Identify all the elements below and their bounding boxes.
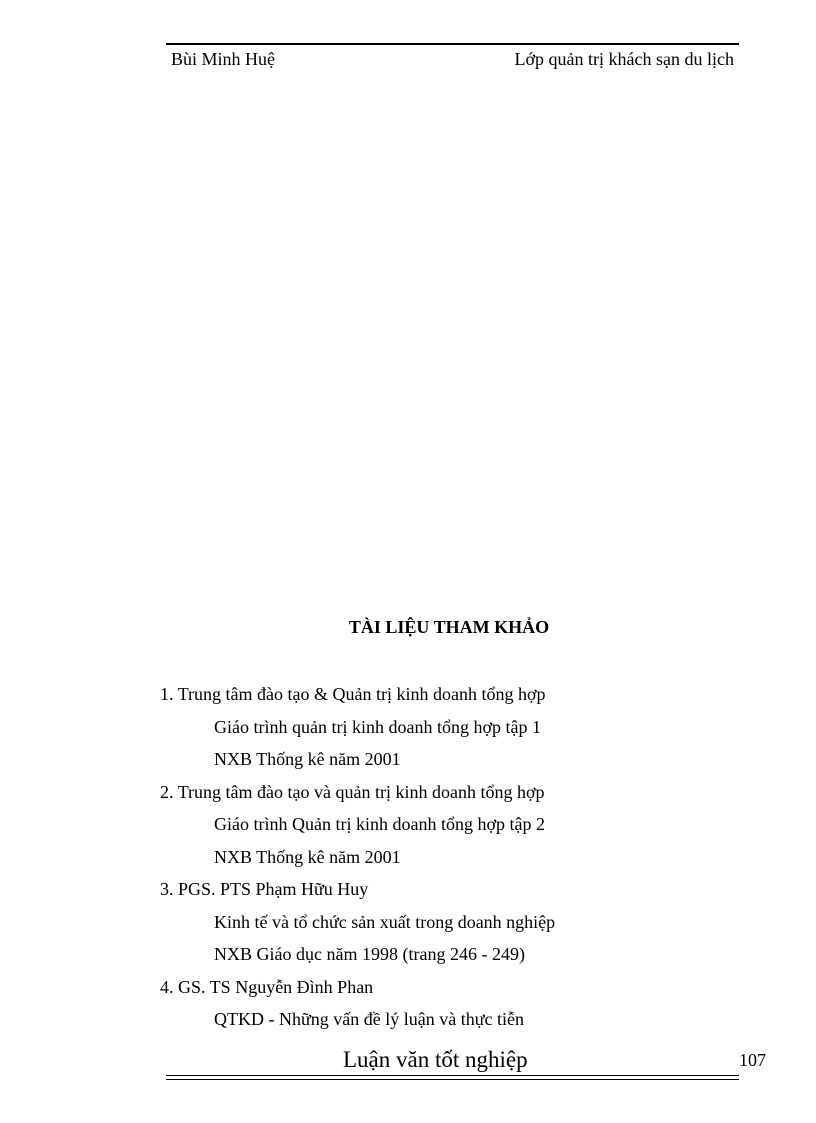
reference-item — [160, 678, 555, 776]
footer-rule — [166, 1075, 739, 1080]
reference-source: Trung tâm đào tạo và quản trị kinh doanh tổng hợp — [177, 781, 545, 802]
header-rule — [166, 43, 739, 45]
reference-source: Trung tâm đào tạo & Quản trị kinh doanh tổng hợp — [177, 684, 546, 704]
reference-source-line — [160, 776, 555, 809]
reference-number: 1. — [160, 684, 174, 704]
reference-source-line — [160, 678, 555, 711]
reference-publisher: NXB Giáo dục năm 1998 (trang 246 - 249) — [214, 944, 525, 964]
reference-number: 3. — [160, 879, 174, 899]
reference-list — [160, 678, 555, 1036]
reference-source-line — [160, 971, 555, 1004]
reference-publisher: NXB Thống kê năm 2001 — [214, 846, 401, 867]
reference-title: QTKD - Những vấn đề lý luận và thực tiễn — [214, 1009, 524, 1029]
reference-item — [160, 971, 555, 1036]
header-author: Bùi Minh Huệ — [171, 49, 276, 69]
section-title: TÀI LIỆU THAM KHẢO — [348, 617, 550, 637]
reference-publisher: NXB Thống kê năm 2001 — [214, 749, 401, 769]
reference-item — [160, 873, 555, 971]
reference-source-line — [160, 873, 555, 906]
reference-item — [160, 776, 555, 874]
reference-number: 4. — [160, 976, 174, 997]
reference-title: Giáo trình quản trị kinh doanh tổng hợp tập 1 — [214, 716, 541, 737]
reference-number: 2. — [160, 781, 174, 802]
reference-source: PGS. PTS Phạm Hữu Huy — [178, 879, 369, 899]
footer-title: Luận văn tốt nghiệp — [343, 1047, 528, 1072]
page-number: 107 — [739, 1050, 766, 1070]
reference-title: Kinh tế và tổ chức sản xuất trong doanh nghiệp — [214, 911, 556, 932]
header-class-name: Lớp quản trị khách sạn du lịch — [514, 49, 734, 69]
reference-title: Giáo trình Quản trị kinh doanh tổng hợp tập 2 — [214, 814, 545, 834]
reference-source: GS. TS Nguyễn Đình Phan — [178, 976, 374, 997]
